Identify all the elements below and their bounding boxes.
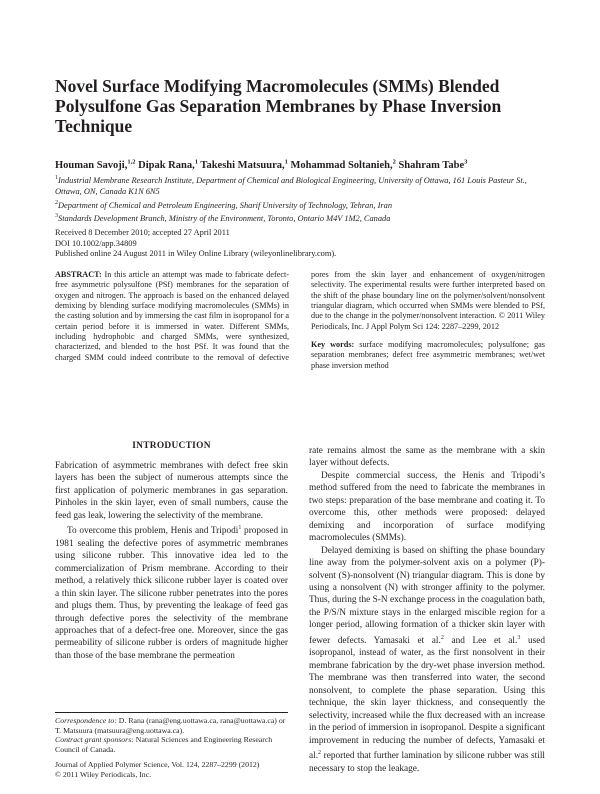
paragraph: Delayed demixing is based on shifting the phase boundary line away from the polymer-solvent axis on a polymer (P)-solvent (S)-nonsolvent (N) triangular diagram. This is done by using a nonsolvent (N) with stronger affinity to the polymer. Thus, during the S-N exchange process in the coagulation bath, the P/S/N mixture stays in the enlarged miscible region for a longer period, allowing formation of a thicker skin layer with fewer defects. Yamasaki et al.$^2$ and Lee et al.$^3$ used isopropanol, instead of water, as the first nonsolvent in their membrane fabrication by the dry-wet phase inversion method. The membrane was then transferred into water, the second nonsolvent, to complete the phase separation. Using this technique, the skin layer thickness, and consequently the selectivity, increased while the flux decreased with an increase in the period of immersion in isopropanol. Despite a significant improvement in reducing the number of defects, Yamasaki et al.$^2$ reported that further lamination by silicone rubber was still necessary to stop the leakage. bbox=[309, 545, 545, 774]
citation[interactable]: 3 bbox=[517, 634, 521, 641]
copyright: © 2011 Wiley Periodicals, Inc. bbox=[55, 769, 152, 779]
citation[interactable]: 1 bbox=[238, 525, 242, 532]
abstract-text: In this article an attempt was made to fabricate defect-free asymmetric polysulfone (PSf) membranes for the separation of oxygen and nitrogen. The approach is based on the enhanced delayed demixing by blending surface modifying macromolecules (SMMs) in the casting solution and by immersing the cast film in isopropanol for a certain period before it is immersed in water. Different SMMs, including hydrophobic and charged SMMs, were synthesized, characterized, and blended to the host PSf. It was found that the charged SMM could indeed contribute to the removal of defective pores from the skin layer and enhancement of oxygen/nitrogen selectivity. The experimental results were further interpreted based on the shift of the phase boundary line on the polymer/solvent/nonsolvent triangular diagram, which occurred when SMMs were blended to PSf, due to the change in the polymer/nonsolvent interaction. © 2011 Wiley Periodicals, Inc. J Appl Polym Sci 124: 2287–2299, 2012 bbox=[55, 270, 545, 362]
affiliation: $^1$Industrial Membrane Research Institute, Department of Chemical and Biological Engineering, University of Ottawa, 161 Louis Pasteur St., Ottawa, ON, Canada K1N 6N5 bbox=[55, 175, 527, 197]
affiliation: $^3$Standards Development Branch, Ministry of the Environment, Toronto, Ontario M4V 1M2, Canada bbox=[55, 213, 391, 223]
affiliations bbox=[55, 173, 555, 224]
body-column-left bbox=[55, 460, 288, 662]
keywords-label: Key words: bbox=[311, 340, 355, 350]
correspondence-note: Correspondence to: D. Rana (rana@eng.uottawa.ca, rana@uottawa.ca) or T. Matsuura (matsuura@eng.uottawa.ca). bbox=[55, 716, 286, 735]
paragraph: Fabrication of asymmetric membranes with defect free skin layers has been the subject of numerous attempts since the first application of polymeric membranes in gas separation. Pinholes in the skin layer, even of small numbers, cause the feed gas leak, lowering the selectivity of the membrane. bbox=[55, 461, 288, 521]
abstract bbox=[55, 270, 545, 371]
keywords: surface modifying macromolecules; polysulfone; gas separation membranes; defect free asymmetric membranes; wet/wet phase inversion method bbox=[311, 340, 545, 370]
article-title: Novel Surface Modifying Macromolecules (SMMs) Blended Polysulfone Gas Separation Membranes by Phase Inversion Technique bbox=[55, 76, 502, 136]
author[interactable]: Takeshi Matsuura,$^1$ bbox=[200, 158, 288, 171]
citation[interactable]: 2 bbox=[440, 634, 444, 641]
affiliation: $^2$Department of Chemical and Petroleum Engineering, Sharif University of Technology, Tehran, Iran bbox=[55, 199, 393, 210]
doi[interactable]: DOI 10.1002/app.34809 bbox=[55, 238, 137, 248]
body-column-right bbox=[309, 445, 545, 775]
journal-citation: Journal of Applied Polymer Science, Vol. 124, 2287–2299 (2012) bbox=[55, 760, 260, 770]
paragraph: rate remains almost the same as the membrane with a skin layer without defects. bbox=[309, 446, 545, 469]
footnote-divider bbox=[55, 712, 288, 713]
paragraph: Despite commercial success, the Henis and Tripodi’s method suffered from the need to fabricate the membranes in two steps: preparation of the base membrane and coating it. To overcome this, other methods were proposed: delayed demixing and incorporation of surface modifying macromolecules (SMMs). bbox=[309, 470, 545, 544]
author[interactable]: Houman Savoji,$^{1,2}$ bbox=[55, 158, 136, 171]
footnotes bbox=[55, 716, 288, 780]
author[interactable]: Dipak Rana,$^1$ bbox=[138, 158, 198, 171]
author-list bbox=[55, 155, 555, 172]
abstract-label: ABSTRACT: bbox=[55, 270, 102, 279]
section-heading-introduction: INTRODUCTION bbox=[132, 441, 211, 451]
published-online: Published online 24 August 2011 in Wiley Online Library (wileyonlinelibrary.com). bbox=[55, 249, 337, 258]
grant-note: Contract grant sponsors: Natural Sciences and Engineering Research Council of Canada. bbox=[55, 735, 273, 754]
paragraph: To overcome this problem, Henis and Tripodi$^1$ proposed in 1981 sealing the defective pores of asymmetric membranes using silicone rubber. This innovative idea led to the commercialization of Prism membrane. According to their method, a relatively thick silicone rubber layer is coated over a thin skin layer. The silicone rubber penetrates into the pores and plugs them. Thus, by preventing the leakage of feed gas through defective pores the selectivity of the membrane approaches that of a defect-free one. Moreover, since the gas permeability of silicone rubber is orders of magnitude higher than those of the base membrane the permeation bbox=[55, 525, 288, 661]
publication-history bbox=[55, 228, 555, 260]
citation[interactable]: 2 bbox=[318, 749, 322, 756]
received-accepted-dates: Received 8 December 2010; accepted 27 April 2011 bbox=[55, 228, 230, 237]
author[interactable]: Mohammad Soltanieh,$^2$ bbox=[290, 158, 396, 171]
author[interactable]: Shahram Tabe$^3$ bbox=[398, 158, 468, 171]
